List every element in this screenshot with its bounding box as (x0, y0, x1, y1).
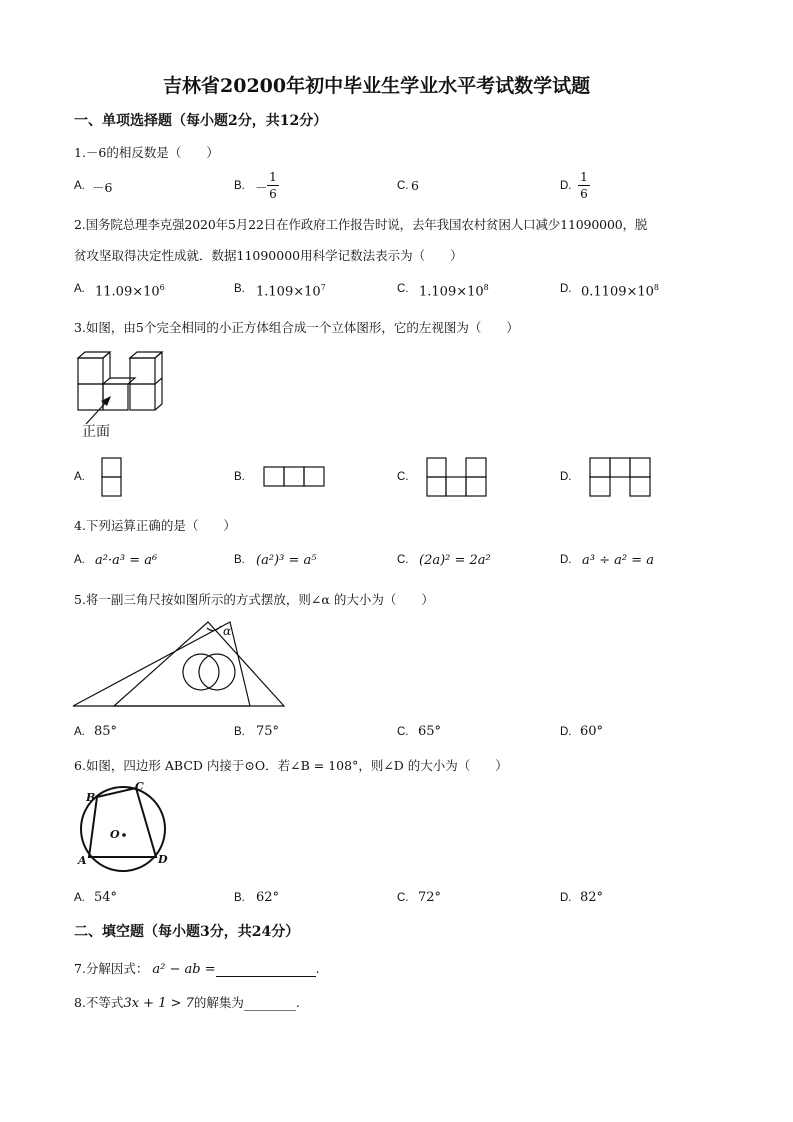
q1-option-b-sign: － (255, 180, 268, 195)
question-7 (74, 959, 320, 977)
question-3-stem: 3.如图，由5个完全相同的小正方体组合成一个立体图形，它的左视图为（ ） (74, 320, 519, 335)
fraction-numerator: 1 (580, 170, 588, 184)
sci-exponent: 7 (320, 283, 326, 292)
question-2-line-2: 贫攻坚取得决定性成就．数据11090000用科学记数法表示为（ ） (74, 248, 463, 263)
fraction-numerator: 1 (269, 170, 277, 184)
q1-option-a: －6 (92, 180, 113, 195)
q6-point-d: D (158, 853, 168, 866)
q2-option-d-label: D. (560, 283, 572, 295)
q4-option-a-label: A. (74, 554, 85, 566)
q4-option-d: a³ ÷ a² = a (582, 553, 654, 568)
question-2-line-1: 2.国务院总理李克强2020年5月22日在作政府工作报告时说，去年我国农村贫困人口减少11090000，脱 (74, 217, 648, 232)
sci-base: 1.109×10 (419, 284, 484, 300)
page-title: 吉林省20200年初中毕业生学业水平考试数学试题 (163, 75, 591, 97)
question-7-stem: 7.分解因式： (74, 961, 149, 976)
q4-option-d-label: D. (560, 554, 572, 566)
q6-point-c: C (135, 780, 144, 793)
q5-option-c: 65° (418, 724, 442, 739)
q4-option-c-label: C. (397, 554, 409, 566)
q5-option-b-label: B. (234, 726, 245, 738)
sci-exponent: 8 (653, 283, 660, 292)
q2-option-b-label: B. (234, 283, 245, 295)
q3-option-a-label: A. (74, 471, 85, 483)
question-5-stem: 5.将一副三角尺按如图所示的方式摆放，则∠α 的大小为（ ） (74, 592, 434, 607)
q6-point-o: O (110, 828, 120, 841)
q6-option-a: 54° (94, 890, 118, 905)
q6-option-c-label: C. (397, 892, 409, 904)
q5-alpha-label: α (223, 624, 232, 638)
q4-option-b: (a²)³ = a⁵ (256, 553, 317, 568)
q1-option-c-label: C. (397, 180, 409, 192)
q3-option-b-label: B. (234, 471, 245, 483)
q6-option-d-label: D. (560, 892, 572, 904)
q1-option-a-label: A. (74, 180, 85, 192)
q6-option-a-label: A. (74, 892, 85, 904)
question-8-stem: 8.不等式 (74, 995, 124, 1010)
question-6-stem: 6.如图，四边形 ABCD 内接于⊙O．若∠B = 108°，则∠D 的大小为（ ） (74, 758, 508, 773)
q4-option-b-label: B. (234, 554, 245, 566)
q6-option-d: 82° (580, 890, 604, 905)
q1-option-c: 6 (411, 178, 419, 193)
sci-base: 11.09×10 (95, 284, 160, 300)
fraction-denominator: 6 (269, 187, 277, 201)
q3-option-d-label: D. (560, 471, 572, 483)
q3-front-label: 正面 (82, 423, 110, 439)
q6-option-b: 62° (256, 890, 280, 905)
question-8-expr: 3x + 1 > 7 (123, 996, 194, 1011)
sci-exponent: 8 (483, 283, 489, 292)
q4-option-c: (2a)² = 2a² (419, 553, 491, 568)
question-7-expr: a² − ab = (152, 962, 216, 977)
section-heading-choice: 一、单项选择题（每小题2分，共12分） (74, 113, 328, 129)
q3-option-c-label: C. (397, 471, 409, 483)
q5-option-b: 75° (256, 724, 280, 739)
sci-exponent: 6 (159, 283, 165, 292)
q5-option-a-label: A. (74, 726, 85, 738)
section-heading-fill: 二、填空题（每小题3分，共24分） (74, 924, 300, 940)
question-4-stem: 4.下列运算正确的是（ ） (74, 518, 236, 533)
q5-option-d: 60° (580, 724, 604, 739)
q1-option-d-label: D. (560, 180, 572, 192)
q6-option-b-label: B. (234, 892, 245, 904)
sci-base: 1.109×10 (256, 284, 321, 300)
q6-option-c: 72° (418, 890, 442, 905)
question-8-tail: 的解集为 (193, 995, 244, 1010)
q2-option-a-label: A. (74, 283, 85, 295)
q5-option-c-label: C. (397, 726, 409, 738)
q4-option-a: a²·a³ = a⁶ (95, 553, 158, 568)
fraction-denominator: 6 (580, 187, 588, 201)
question-8 (74, 993, 300, 1011)
q6-point-b: B (86, 791, 96, 804)
answer-blank-8[interactable] (244, 996, 296, 1011)
question-1-stem: 1.－6的相反数是（ ） (74, 145, 219, 160)
sci-base: 0.1109×10 (581, 284, 654, 300)
question-7-end: . (315, 961, 320, 976)
q5-option-a: 85° (94, 724, 118, 739)
q6-point-a: A (78, 854, 87, 867)
question-8-end: . (295, 995, 300, 1010)
q1-option-b-label: B. (234, 180, 245, 192)
q5-option-d-label: D. (560, 726, 572, 738)
q2-option-c-label: C. (397, 283, 409, 295)
answer-blank-7[interactable] (216, 962, 316, 977)
